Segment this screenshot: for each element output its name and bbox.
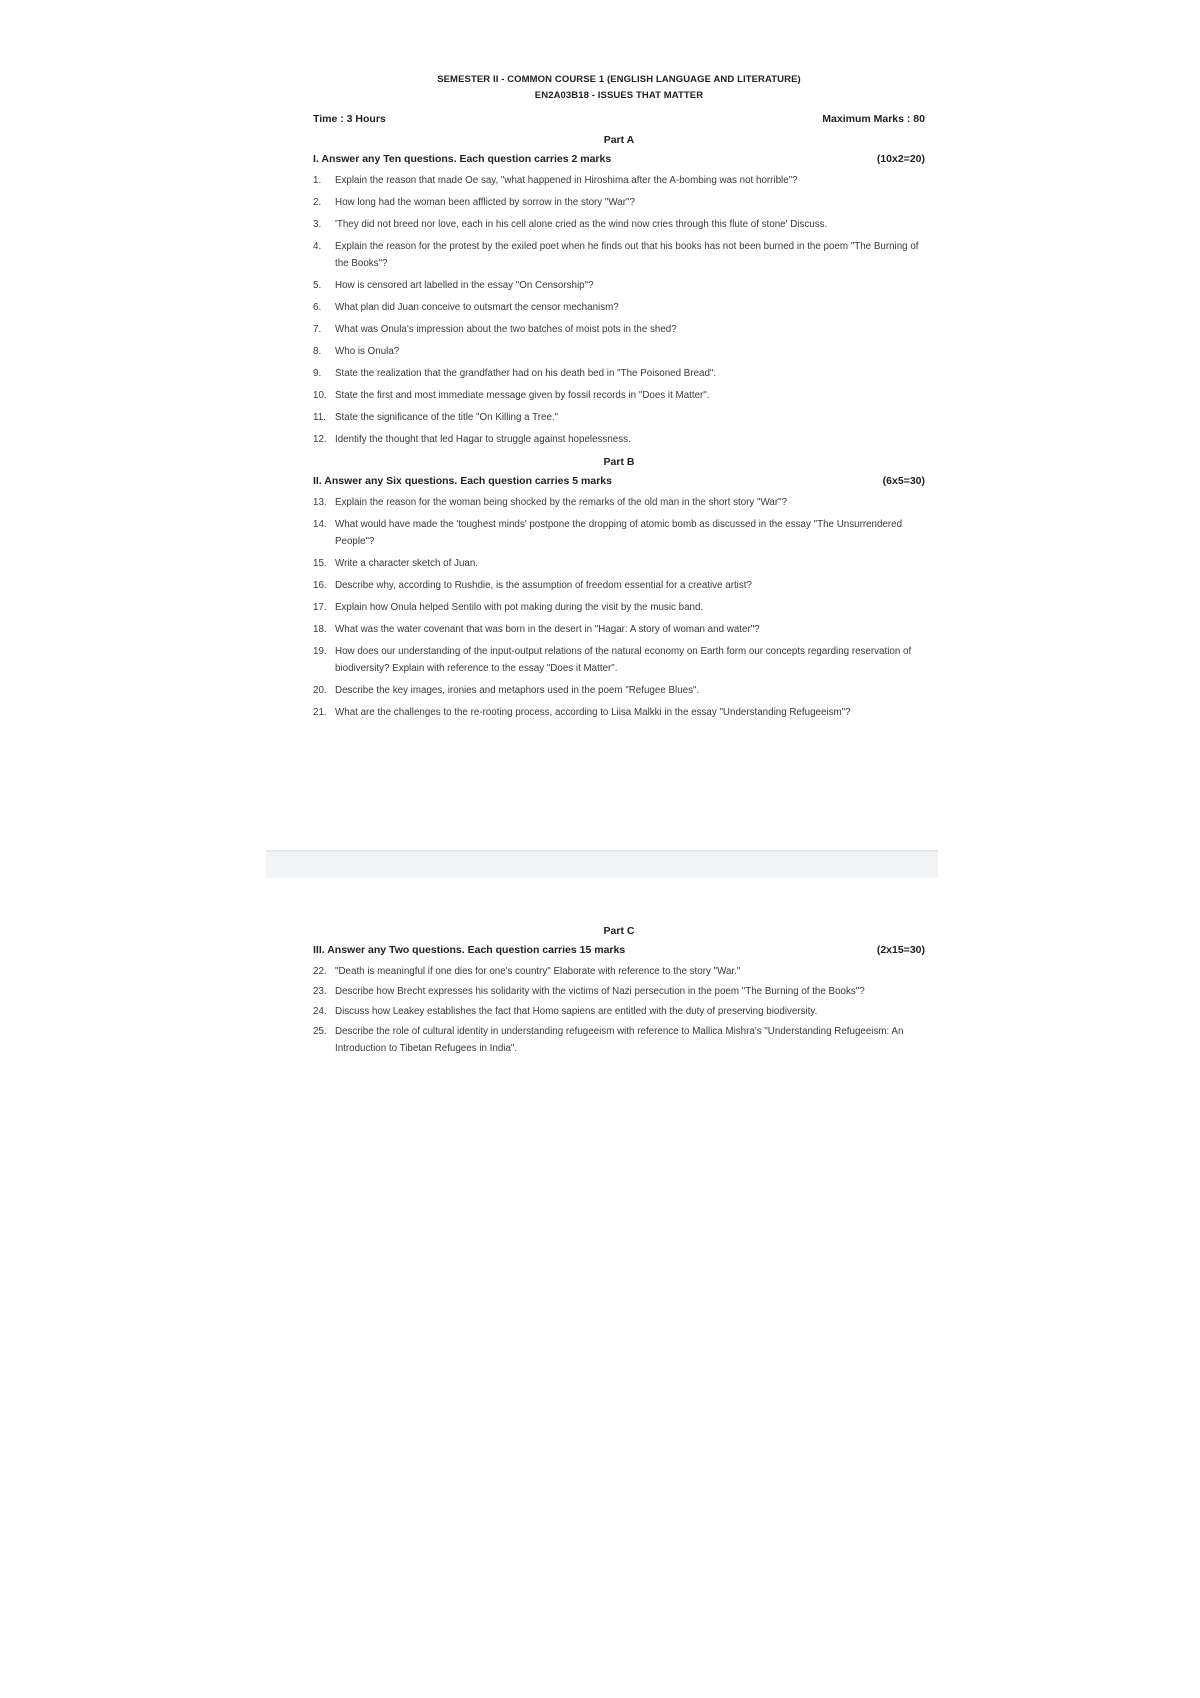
question-text: What would have made the 'toughest minds' postpone the dropping of atomic bomb as discussed in the essay "The Unsurrendered People"?: [335, 519, 903, 547]
question-text: Who is Onula?: [335, 346, 400, 357]
question-number: 8.: [313, 346, 322, 357]
question-text: How does our understanding of the input-output relations of the natural economy on Earth form our concepts regarding reservation of biodiversity? Explain with reference to the essay "Does it Matter".: [335, 646, 912, 674]
question-item: [313, 983, 925, 1000]
question-item: [313, 365, 925, 382]
question-number: 17.: [313, 602, 327, 613]
question-item: [313, 682, 925, 699]
question-text: Explain the reason that made Oe say, "what happened in Hiroshima after the A-bombing was not horrible"?: [335, 175, 798, 186]
question-number: 6.: [313, 302, 322, 313]
question-number: 16.: [313, 580, 327, 591]
part-b-instruction-row: [313, 471, 925, 491]
part-b-marks: (6x5=30): [882, 475, 925, 487]
question-text: Identify the thought that led Hagar to struggle against hopelessness.: [335, 434, 631, 445]
question-text: Discuss how Leakey establishes the fact that Homo sapiens are entitled with the duty of preserving biodiversity.: [335, 1006, 818, 1017]
question-item: [313, 431, 925, 448]
question-text: Write a character sketch of Juan.: [335, 558, 479, 569]
question-text: What was Onula's impression about the two batches of moist pots in the shed?: [335, 324, 677, 335]
question-item: [313, 621, 925, 638]
part-a-instruction: I. Answer any Ten questions. Each question carries 2 marks: [313, 153, 612, 165]
question-number: 13.: [313, 497, 327, 508]
question-item: [313, 299, 925, 316]
part-a-title: Part A: [603, 134, 635, 146]
question-item: [313, 321, 925, 338]
question-number: 2.: [313, 197, 322, 208]
part-a-questions: [313, 172, 925, 448]
question-number: 14.: [313, 519, 327, 530]
question-number: 20.: [313, 685, 327, 696]
question-number: 1.: [313, 175, 322, 186]
question-item: [313, 555, 925, 572]
question-text: State the significance of the title "On Killing a Tree.": [335, 412, 559, 423]
time-marks-row: [313, 113, 925, 131]
question-number: 3.: [313, 219, 322, 230]
question-item: [313, 494, 925, 511]
part-c-questions: [313, 963, 925, 1057]
question-number: 7.: [313, 324, 322, 335]
question-number: 10.: [313, 390, 327, 401]
page-break-divider: [266, 850, 938, 878]
part-a-marks: (10x2=20): [876, 153, 925, 165]
part-b-title: Part B: [603, 456, 635, 468]
question-item: [313, 194, 925, 211]
question-number: 9.: [313, 368, 322, 379]
question-text: How is censored art labelled in the essay "On Censorship"?: [335, 280, 594, 291]
question-item: [313, 577, 925, 594]
question-text: Describe the role of cultural identity in understanding refugeeism with reference to Mallica Mishra's "Understanding Refugeeism: An Introduction to Tibetan Refugees in India".: [335, 1026, 904, 1054]
question-item: [313, 343, 925, 360]
question-number: 11.: [313, 412, 326, 423]
exam-page-2: [313, 922, 925, 1060]
part-c-title: Part C: [603, 925, 635, 937]
course-code-heading: EN2A03B18 - ISSUES THAT MATTER: [534, 90, 704, 101]
question-number: 19.: [313, 646, 327, 657]
question-item: [313, 643, 925, 677]
exam-page-1: [313, 72, 925, 726]
question-item: [313, 704, 925, 721]
question-number: 25.: [313, 1026, 327, 1037]
question-number: 23.: [313, 986, 327, 997]
question-text: Explain the reason for the protest by the exiled poet when he finds out that his books has not been burned in the poem "The Burning of the Books"?: [335, 241, 919, 269]
question-number: 15.: [313, 558, 327, 569]
question-text: What plan did Juan conceive to outsmart the censor mechanism?: [335, 302, 619, 313]
question-item: [313, 1003, 925, 1020]
question-text: Explain how Onula helped Sentilo with pot making during the visit by the music band.: [335, 602, 704, 613]
question-item: [313, 172, 925, 189]
question-text: How long had the woman been afflicted by sorrow in the story "War"?: [335, 197, 635, 208]
question-number: 21.: [313, 707, 327, 718]
question-text: What was the water covenant that was born in the desert in "Hagar: A story of woman and water"?: [335, 624, 760, 635]
question-item: [313, 1023, 925, 1057]
question-number: 4.: [313, 241, 322, 252]
question-item: [313, 963, 925, 980]
question-text: Explain the reason for the woman being shocked by the remarks of the old man in the short story "War"?: [335, 497, 788, 508]
question-number: 24.: [313, 1006, 327, 1017]
question-item: [313, 387, 925, 404]
question-item: [313, 409, 925, 426]
question-item: [313, 516, 925, 550]
part-c-instruction: III. Answer any Two questions. Each question carries 15 marks: [313, 944, 626, 956]
question-text: State the first and most immediate message given by fossil records in "Does it Matter".: [335, 390, 710, 401]
question-text: State the realization that the grandfather had on his death bed in "The Poisoned Bread".: [335, 368, 717, 379]
question-number: 12.: [313, 434, 327, 445]
question-item: [313, 599, 925, 616]
question-item: [313, 216, 925, 233]
part-c-instruction-row: [313, 940, 925, 960]
question-text: Describe how Brecht expresses his solidarity with the victims of Nazi persecution in the poem "The Burning of the Books"?: [335, 986, 865, 997]
semester-heading: SEMESTER II - COMMON COURSE 1 (ENGLISH LANGUAGE AND LITERATURE): [437, 74, 801, 85]
part-a-instruction-row: [313, 149, 925, 169]
maximum-marks: Maximum Marks : 80: [822, 113, 925, 125]
question-item: [313, 238, 925, 272]
question-number: 22.: [313, 966, 327, 977]
exam-duration: Time : 3 Hours: [313, 113, 386, 125]
question-text: Describe why, according to Rushdie, is the assumption of freedom essential for a creative artist?: [335, 580, 752, 591]
question-text: 'They did not breed nor love, each in his cell alone cried as the wind now cries through this flute of stone' Discuss.: [335, 219, 828, 230]
question-text: What are the challenges to the re-rooting process, according to Liisa Malkki in the essay "Understanding Refugeeism"?: [335, 707, 851, 718]
question-text: "Death is meaningful if one dies for one's country" Elaborate with reference to the story "War.": [335, 966, 741, 977]
question-number: 18.: [313, 624, 327, 635]
part-b-questions: [313, 494, 925, 721]
part-b-instruction: II. Answer any Six questions. Each question carries 5 marks: [313, 475, 612, 487]
question-text: Describe the key images, ironies and metaphors used in the poem "Refugee Blues".: [335, 685, 700, 696]
question-number: 5.: [313, 280, 322, 291]
question-item: [313, 277, 925, 294]
part-c-marks: (2x15=30): [876, 944, 925, 956]
